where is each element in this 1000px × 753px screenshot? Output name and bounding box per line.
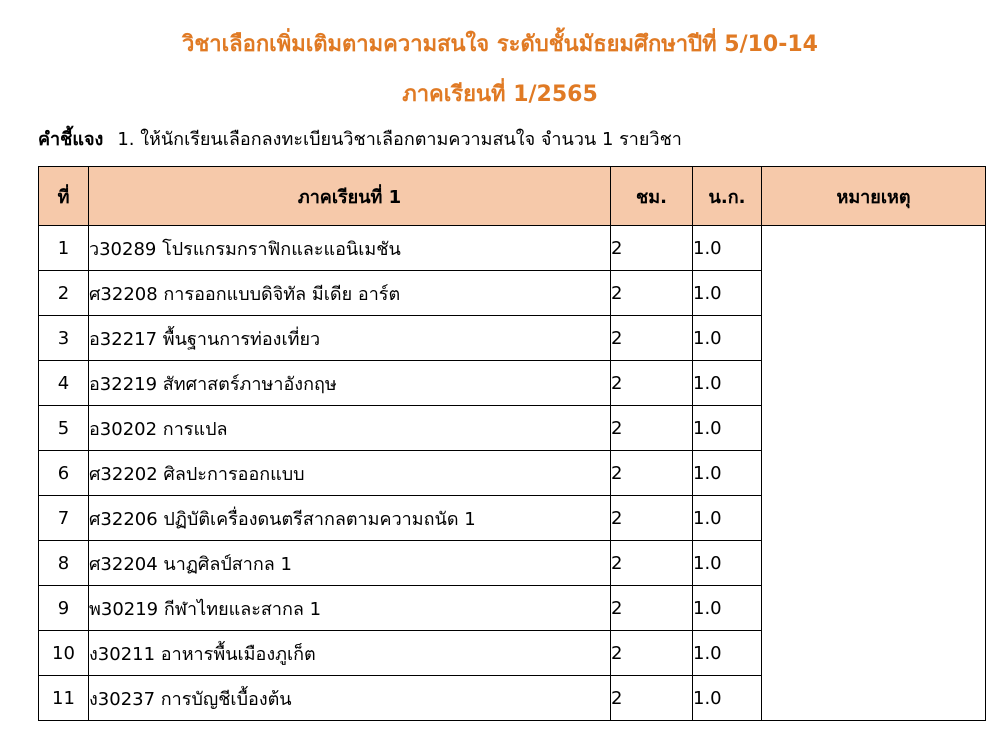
course-name: ศ32206 ปฏิบัติเครื่องดนตรีสากลตามความถนัด 1: [89, 496, 611, 541]
row-number: 1: [39, 226, 89, 271]
course-credits: 1.0: [693, 496, 762, 541]
course-credits: 1.0: [693, 406, 762, 451]
course-name: ว30289 โปรแกรมกราฟิกและแอนิเมชัน: [89, 226, 611, 271]
row-number: 5: [39, 406, 89, 451]
course-name: อ32217 พื้นฐานการท่องเที่ยว: [89, 316, 611, 361]
course-hours: 2: [611, 271, 693, 316]
instruction: [38, 127, 682, 153]
row-number: 3: [39, 316, 89, 361]
header-credits: น.ก.: [693, 167, 762, 226]
row-number: 4: [39, 361, 89, 406]
row-number: 2: [39, 271, 89, 316]
course-name: อ32219 สัทศาสตร์ภาษาอังกฤษ: [89, 361, 611, 406]
header-hours: ชม.: [611, 167, 693, 226]
course-name: ศ32202 ศิลปะการออกแบบ: [89, 451, 611, 496]
course-name: อ30202 การแปล: [89, 406, 611, 451]
instruction-text: 1. ให้นักเรียนเลือกลงทะเบียนวิชาเลือกตามความสนใจ จำนวน 1 รายวิชา: [117, 129, 682, 150]
row-number: 6: [39, 451, 89, 496]
course-hours: 2: [611, 586, 693, 631]
course-hours: 2: [611, 406, 693, 451]
table-body: [39, 226, 986, 721]
course-hours: 2: [611, 361, 693, 406]
row-number: 8: [39, 541, 89, 586]
row-number: 10: [39, 631, 89, 676]
remarks-cell: [762, 226, 986, 721]
course-name: ศ32208 การออกแบบดิจิทัล มีเดีย อาร์ต: [89, 271, 611, 316]
row-number: 9: [39, 586, 89, 631]
instruction-label: คำชี้แจง: [38, 129, 104, 150]
course-hours: 2: [611, 676, 693, 721]
course-name: ศ32204 นาฏศิลป์สากล 1: [89, 541, 611, 586]
course-hours: 2: [611, 541, 693, 586]
row-number: 11: [39, 676, 89, 721]
course-hours: 2: [611, 226, 693, 271]
table-header-row: [39, 167, 986, 226]
course-name: ง30211 อาหารพื้นเมืองภูเก็ต: [89, 631, 611, 676]
course-table: [38, 166, 986, 721]
page-subtitle: ภาคเรียนที่ 1/2565: [402, 82, 598, 107]
course-credits: 1.0: [693, 226, 762, 271]
course-name: ง30237 การบัญชีเบื้องต้น: [89, 676, 611, 721]
course-credits: 1.0: [693, 586, 762, 631]
course-hours: 2: [611, 316, 693, 361]
course-hours: 2: [611, 496, 693, 541]
course-name: พ30219 กีฬาไทยและสากล 1: [89, 586, 611, 631]
course-credits: 1.0: [693, 541, 762, 586]
course-credits: 1.0: [693, 316, 762, 361]
header-number: ที่: [39, 167, 89, 226]
course-credits: 1.0: [693, 361, 762, 406]
course-hours: 2: [611, 631, 693, 676]
course-hours: 2: [611, 451, 693, 496]
course-credits: 1.0: [693, 676, 762, 721]
course-credits: 1.0: [693, 451, 762, 496]
header-remarks: หมายเหตุ: [762, 167, 986, 226]
page-title: วิชาเลือกเพิ่มเติมตามความสนใจ ระดับชั้นมัธยมศึกษาปีที่ 5/10-14: [182, 32, 818, 57]
header-semester: ภาคเรียนที่ 1: [89, 167, 611, 226]
row-number: 7: [39, 496, 89, 541]
course-credits: 1.0: [693, 631, 762, 676]
course-credits: 1.0: [693, 271, 762, 316]
table-row: [39, 226, 986, 271]
